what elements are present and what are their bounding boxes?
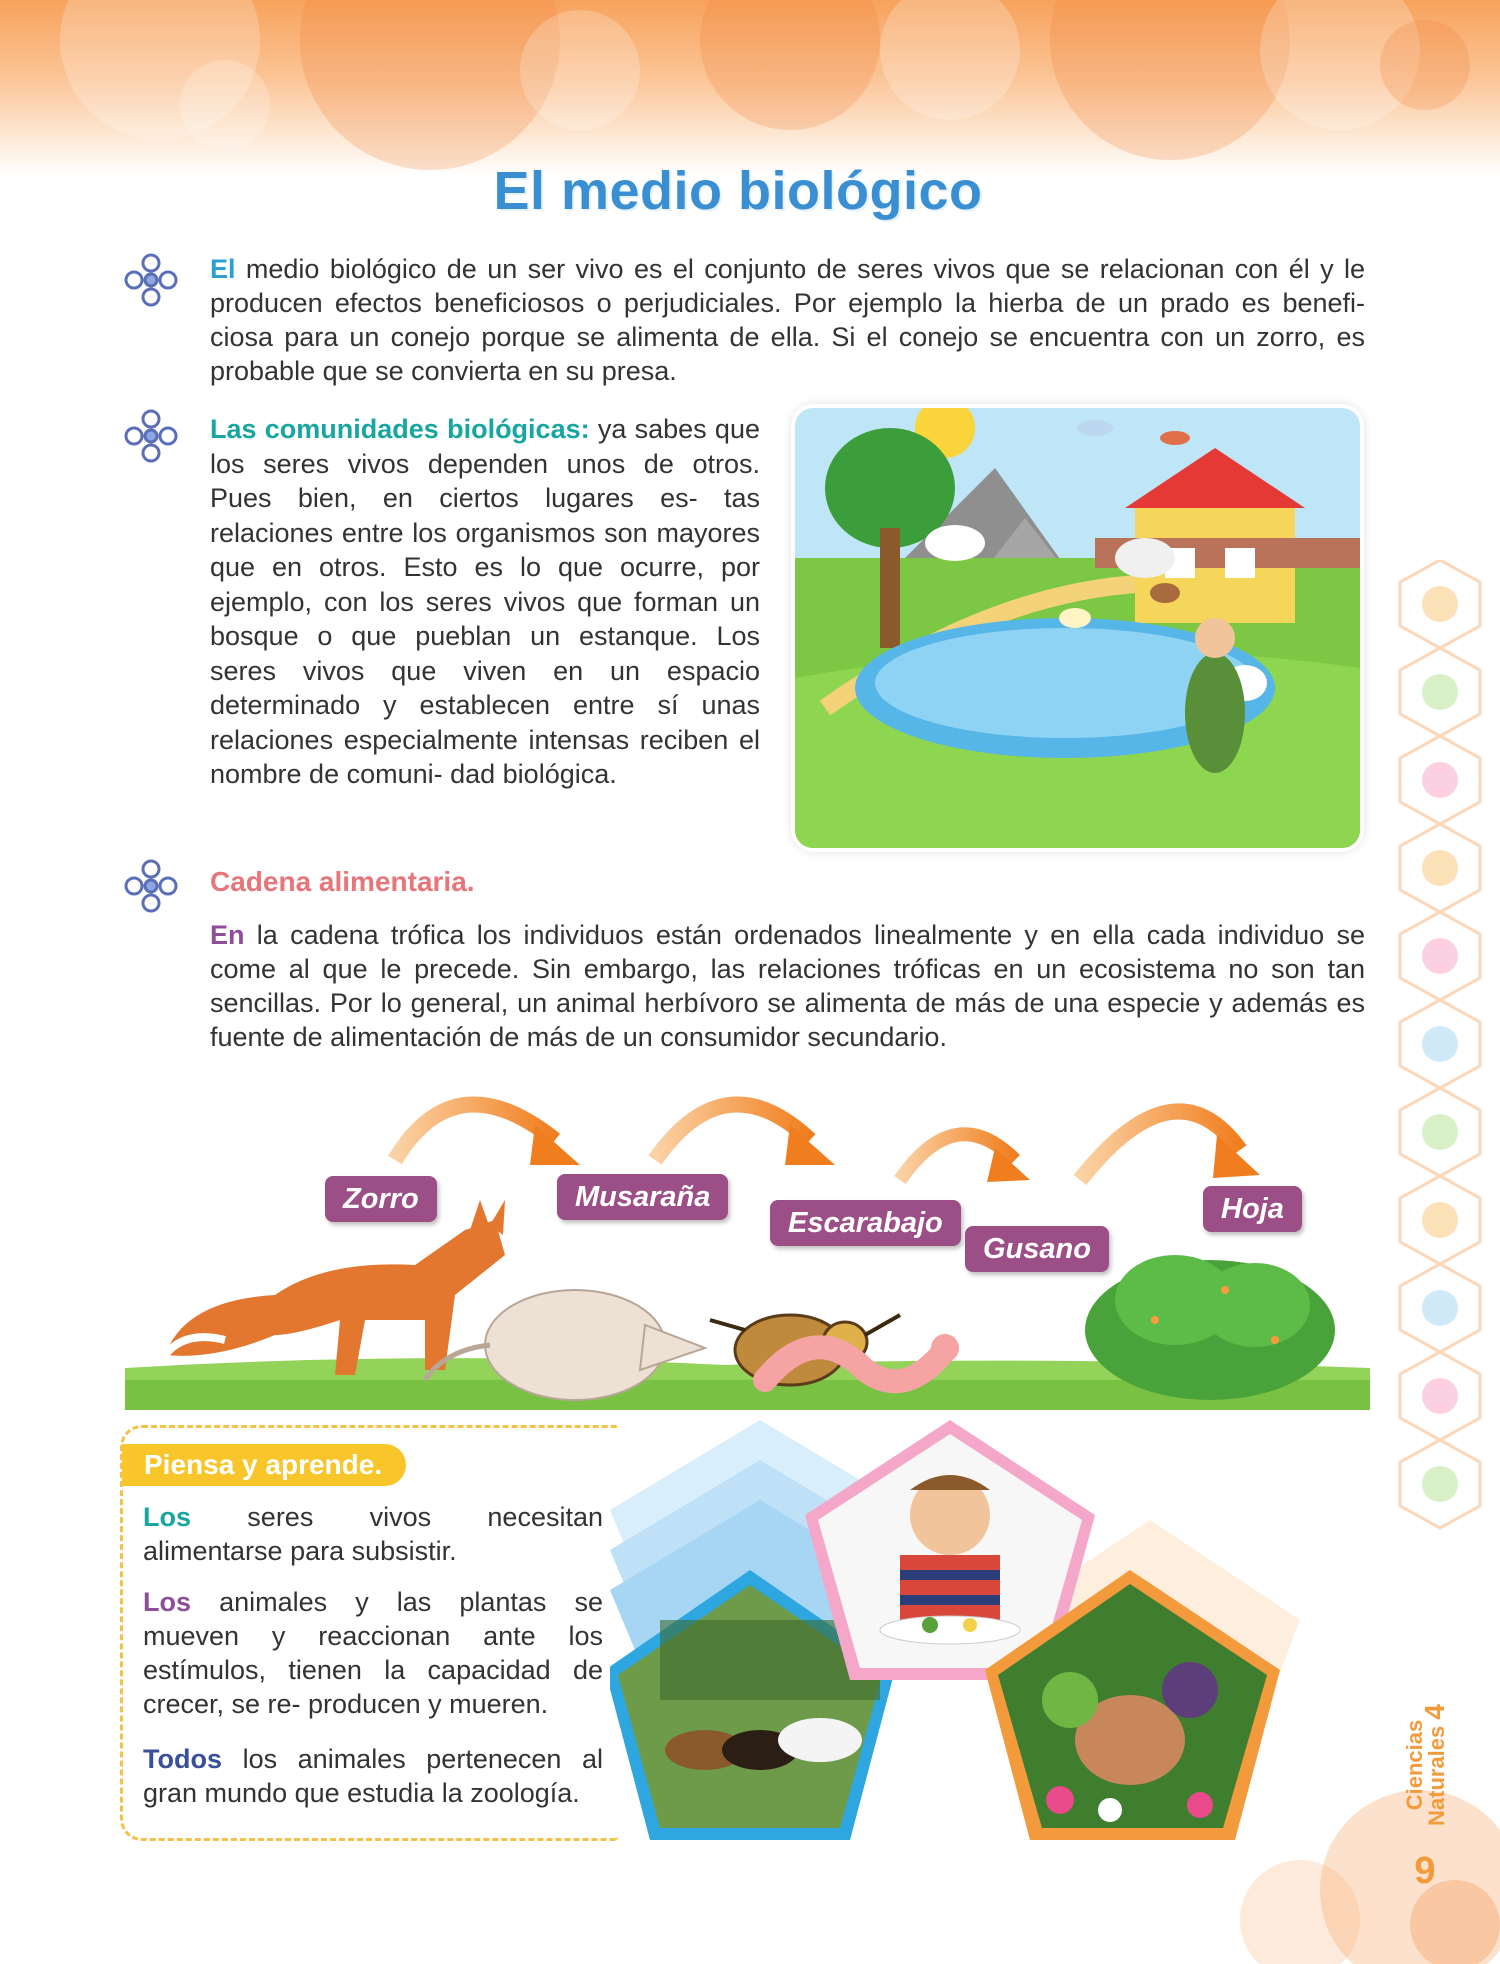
intro-lead: El xyxy=(210,254,236,284)
label-hoja: Hoja xyxy=(1203,1186,1302,1232)
footer-decoration xyxy=(1200,1760,1500,1964)
farm-illustration xyxy=(795,408,1360,848)
bush-illustration xyxy=(1085,1255,1335,1400)
header-decoration xyxy=(0,0,1500,175)
food-chain-lead: En xyxy=(210,920,245,950)
book-title-line2-text: Naturales xyxy=(1424,1725,1449,1826)
think-item-2-text: animales y las plantas se mueven y reaccionan ante los estímulos, tienen la capacidad de crecer, se re- producen y mueren. xyxy=(143,1587,603,1719)
food-chain-text: la cadena trófica los individuos están ordenados linealmente y en ella cada individuo se come al que le precede. Sin embargo, las relaciones tróficas en un ecosistema no son tan sencillas. Por lo general, un animal herbívoro se alimenta de más de una especie y además es fuente de alimentación de más de un consumidor secundario. xyxy=(210,920,1365,1052)
side-decoration xyxy=(1380,560,1500,1560)
intro-text: medio biológico de un ser vivo es el conjunto de seres vivos que se relacionan con él y le producen efectos beneficiosos o perjudiciales. Por ejemplo la hierba de un prado es benefi- ciosa para un conejo porque se alimenta de ella. Si el conejo se encuentra con un zorro, es probable que se convierta en su presa. xyxy=(210,254,1365,386)
think-item-3 xyxy=(143,1742,603,1810)
communities-text: ya sabes que los seres vivos dependen unos de otros. Pues bien, en ciertos lugares es- tas relaciones entre los organismos son mayores que en otros. Esto es lo que ocurre, por ejemplo, con los seres vivos que forman un bosque o que pueblan un estanque. Los seres vivos que viven en un espacio determinado y establecen entre sí unas relaciones especialmente intensas reciben el nombre de comuni- dad biológica. xyxy=(210,414,760,789)
curved-arrow-icon xyxy=(395,1104,580,1165)
communities-lead: Las comunidades biológicas: xyxy=(210,414,590,444)
food-chain-heading: Cadena alimentaria. xyxy=(210,866,475,897)
think-tag: Piensa y aprende. xyxy=(122,1444,406,1486)
think-item-1-text: seres vivos necesitan alimentarse para subsistir. xyxy=(143,1502,603,1566)
think-item-3-lead: Todos xyxy=(143,1744,222,1774)
think-item-3-text: los animales pertenecen al gran mundo que estudia la zoología. xyxy=(143,1744,603,1808)
curved-arrow-icon xyxy=(900,1134,1030,1182)
page-title: El medio biológico xyxy=(493,161,983,221)
flower-bullet-icon xyxy=(123,252,179,308)
book-title-line1: Ciencias xyxy=(1402,1719,1427,1811)
think-item-2-lead: Los xyxy=(143,1587,192,1617)
label-zorro: Zorro xyxy=(325,1176,437,1222)
food-chain-paragraph xyxy=(210,918,1365,1054)
flower-bullet-icon xyxy=(123,858,179,914)
label-gusano: Gusano xyxy=(965,1226,1109,1272)
curved-arrow-icon xyxy=(1080,1111,1260,1180)
food-chain-illustration xyxy=(125,1080,1370,1410)
page-number: 9 xyxy=(1414,1850,1436,1892)
fox-illustration xyxy=(165,1200,505,1375)
label-escarabajo: Escarabajo xyxy=(770,1200,961,1246)
book-title xyxy=(1402,1690,1450,1840)
communities-paragraph xyxy=(210,412,760,792)
flower-bullet-icon xyxy=(123,408,179,464)
book-title-line2 xyxy=(1419,1690,1450,1840)
think-item-1 xyxy=(143,1500,603,1568)
intro-paragraph xyxy=(210,252,1365,388)
label-musarana: Musaraña xyxy=(557,1174,728,1220)
think-item-2 xyxy=(143,1585,603,1721)
think-item-1-lead: Los xyxy=(143,1502,192,1532)
curved-arrow-icon xyxy=(655,1104,835,1165)
book-grade: 4 xyxy=(1419,1704,1450,1720)
